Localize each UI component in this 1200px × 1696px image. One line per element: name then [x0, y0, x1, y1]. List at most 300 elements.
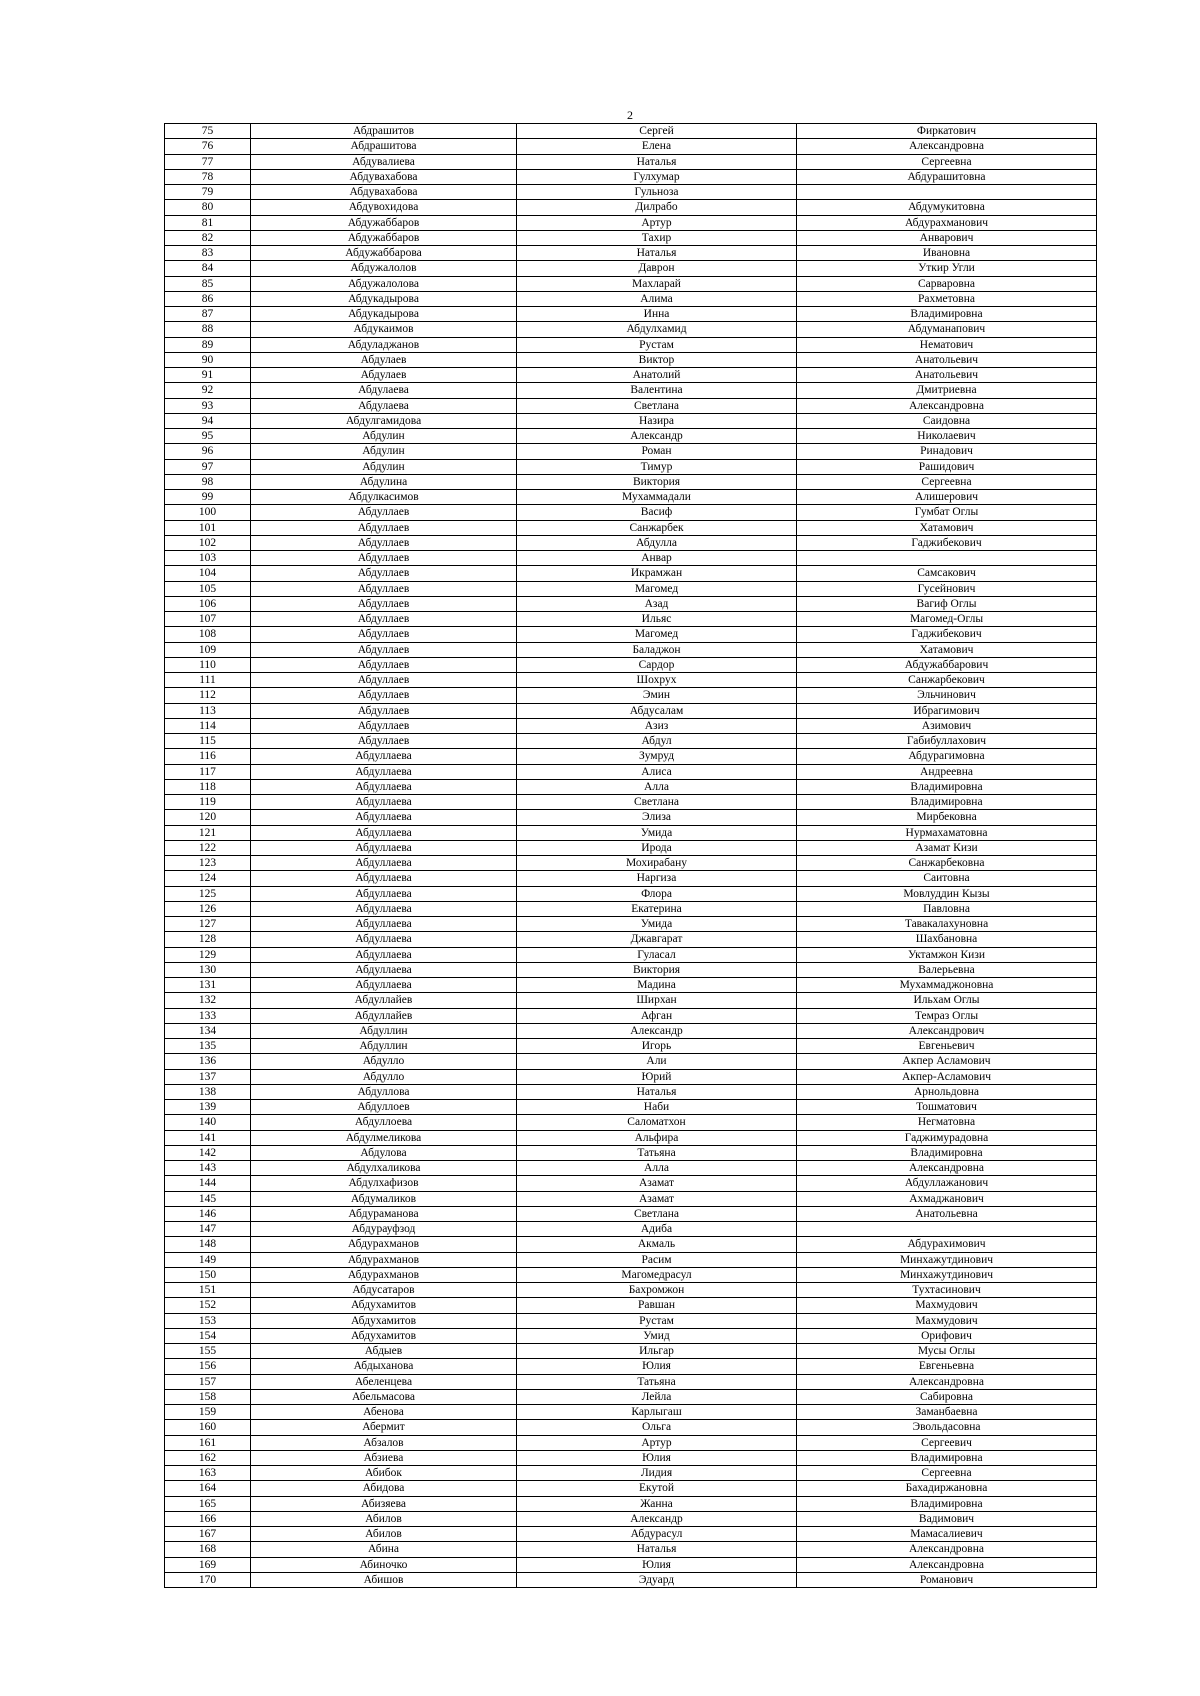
table-row — [165, 840, 1097, 855]
surname-cell: Абдуллаев — [251, 581, 517, 596]
patronymic-cell: Алишерович — [797, 490, 1097, 505]
table-row — [165, 1222, 1097, 1237]
row-number: 156 — [165, 1359, 251, 1374]
row-number: 153 — [165, 1313, 251, 1328]
patronymic-cell: Минхажутдинович — [797, 1252, 1097, 1267]
patronymic-cell: Гумбат Оглы — [797, 505, 1097, 520]
surname-cell: Абдуллаева — [251, 749, 517, 764]
patronymic-cell: Мусы Оглы — [797, 1344, 1097, 1359]
first-name-cell: Тимур — [517, 459, 797, 474]
table-row — [165, 1054, 1097, 1069]
first-name-cell: Азиз — [517, 718, 797, 733]
surname-cell: Абдуллаева — [251, 901, 517, 916]
table-row — [165, 1115, 1097, 1130]
row-number: 75 — [165, 124, 251, 139]
surname-cell: Абдурахманов — [251, 1237, 517, 1252]
first-name-cell: Ольга — [517, 1420, 797, 1435]
patronymic-cell: Абдурахманович — [797, 215, 1097, 230]
surname-cell: Абдуллайев — [251, 1008, 517, 1023]
table-row — [165, 1100, 1097, 1115]
patronymic-cell: Александровна — [797, 1542, 1097, 1557]
row-number: 99 — [165, 490, 251, 505]
table-row — [165, 1328, 1097, 1343]
first-name-cell: Мадина — [517, 978, 797, 993]
surname-cell: Абдужаббарова — [251, 246, 517, 261]
table-row — [165, 1069, 1097, 1084]
first-name-cell: Виктор — [517, 352, 797, 367]
roster-body — [165, 124, 1097, 1588]
patronymic-cell: Хатамович — [797, 520, 1097, 535]
row-number: 124 — [165, 871, 251, 886]
table-row — [165, 718, 1097, 733]
patronymic-cell: Ахмаджанович — [797, 1191, 1097, 1206]
surname-cell: Абдужалолов — [251, 261, 517, 276]
first-name-cell: Юрий — [517, 1069, 797, 1084]
surname-cell: Абдулгамидова — [251, 413, 517, 428]
patronymic-cell: Андреевна — [797, 764, 1097, 779]
table-row — [165, 1527, 1097, 1542]
patronymic-cell: Ильхам Оглы — [797, 993, 1097, 1008]
surname-cell: Абдувахабова — [251, 185, 517, 200]
first-name-cell: Тахир — [517, 230, 797, 245]
table-row — [165, 490, 1097, 505]
table-row — [165, 993, 1097, 1008]
row-number: 87 — [165, 307, 251, 322]
first-name-cell: Афган — [517, 1008, 797, 1023]
table-row — [165, 535, 1097, 550]
row-number: 96 — [165, 444, 251, 459]
table-row — [165, 749, 1097, 764]
table-row — [165, 901, 1097, 916]
surname-cell: Абдухамитов — [251, 1313, 517, 1328]
row-number: 93 — [165, 398, 251, 413]
table-row — [165, 307, 1097, 322]
row-number: 115 — [165, 734, 251, 749]
row-number: 123 — [165, 856, 251, 871]
table-row — [165, 1176, 1097, 1191]
row-number: 107 — [165, 612, 251, 627]
row-number: 101 — [165, 520, 251, 535]
table-row — [165, 246, 1097, 261]
patronymic-cell: Арнольдовна — [797, 1084, 1097, 1099]
surname-cell: Абдуллаев — [251, 673, 517, 688]
first-name-cell: Виктория — [517, 962, 797, 977]
surname-cell: Абдуллаева — [251, 856, 517, 871]
first-name-cell: Светлана — [517, 398, 797, 413]
table-row — [165, 230, 1097, 245]
surname-cell: Абдуллайев — [251, 993, 517, 1008]
table-row — [165, 322, 1097, 337]
row-number: 133 — [165, 1008, 251, 1023]
row-number: 160 — [165, 1420, 251, 1435]
patronymic-cell: Санжарбекович — [797, 673, 1097, 688]
patronymic-cell: Валерьевна — [797, 962, 1097, 977]
patronymic-cell: Владимировна — [797, 795, 1097, 810]
table-row — [165, 1435, 1097, 1450]
surname-cell: Абдулова — [251, 1145, 517, 1160]
patronymic-cell: Фиркатович — [797, 124, 1097, 139]
row-number: 143 — [165, 1161, 251, 1176]
patronymic-cell: Сергеевич — [797, 1435, 1097, 1450]
first-name-cell: Юлия — [517, 1450, 797, 1465]
first-name-cell: Абдул — [517, 734, 797, 749]
row-number: 168 — [165, 1542, 251, 1557]
surname-cell: Абдуллаев — [251, 520, 517, 535]
first-name-cell: Наби — [517, 1100, 797, 1115]
surname-cell: Абдуллаев — [251, 596, 517, 611]
table-row — [165, 978, 1097, 993]
table-row — [165, 1389, 1097, 1404]
row-number: 166 — [165, 1511, 251, 1526]
row-number: 77 — [165, 154, 251, 169]
patronymic-cell — [797, 551, 1097, 566]
row-number: 100 — [165, 505, 251, 520]
first-name-cell: Анвар — [517, 551, 797, 566]
table-row — [165, 139, 1097, 154]
table-row — [165, 1557, 1097, 1572]
patronymic-cell: Тухтасинович — [797, 1283, 1097, 1298]
first-name-cell: Алиса — [517, 764, 797, 779]
first-name-cell: Альфира — [517, 1130, 797, 1145]
surname-cell: Абизяева — [251, 1496, 517, 1511]
first-name-cell: Абдулхамид — [517, 322, 797, 337]
surname-cell: Абдыханова — [251, 1359, 517, 1374]
surname-cell: Абдулхафизов — [251, 1176, 517, 1191]
patronymic-cell: Эвольдасовна — [797, 1420, 1097, 1435]
first-name-cell: Дилрабо — [517, 200, 797, 215]
table-row — [165, 429, 1097, 444]
patronymic-cell: Негматовна — [797, 1115, 1097, 1130]
table-row — [165, 1298, 1097, 1313]
row-number: 102 — [165, 535, 251, 550]
surname-cell: Абишов — [251, 1572, 517, 1587]
first-name-cell: Магомед — [517, 581, 797, 596]
surname-cell: Абдуллаев — [251, 551, 517, 566]
surname-cell: Абдувахабова — [251, 169, 517, 184]
row-number: 126 — [165, 901, 251, 916]
table-row — [165, 688, 1097, 703]
surname-cell: Абдуллаев — [251, 627, 517, 642]
surname-cell: Абдухамитов — [251, 1328, 517, 1343]
surname-cell: Абдулло — [251, 1054, 517, 1069]
table-row — [165, 810, 1097, 825]
surname-cell: Абдулаев — [251, 368, 517, 383]
first-name-cell: Артур — [517, 215, 797, 230]
patronymic-cell: Абдуманапович — [797, 322, 1097, 337]
surname-cell: Абдуллаева — [251, 917, 517, 932]
row-number: 169 — [165, 1557, 251, 1572]
patronymic-cell: Вадимович — [797, 1511, 1097, 1526]
patronymic-cell: Абдуллажанович — [797, 1176, 1097, 1191]
first-name-cell: Бахромжон — [517, 1283, 797, 1298]
surname-cell: Абдрашитова — [251, 139, 517, 154]
patronymic-cell: Минхажутдинович — [797, 1267, 1097, 1282]
surname-cell: Абермит — [251, 1420, 517, 1435]
first-name-cell: Жанна — [517, 1496, 797, 1511]
row-number: 167 — [165, 1527, 251, 1542]
patronymic-cell: Сабировна — [797, 1389, 1097, 1404]
row-number: 112 — [165, 688, 251, 703]
surname-cell: Абдуллаев — [251, 734, 517, 749]
row-number: 78 — [165, 169, 251, 184]
first-name-cell: Абдурасул — [517, 1527, 797, 1542]
patronymic-cell: Уктамжон Кизи — [797, 947, 1097, 962]
first-name-cell: Адиба — [517, 1222, 797, 1237]
surname-cell: Абдурахманов — [251, 1267, 517, 1282]
surname-cell: Абдуллаев — [251, 612, 517, 627]
patronymic-cell: Махмудович — [797, 1313, 1097, 1328]
first-name-cell: Гуласал — [517, 947, 797, 962]
patronymic-cell: Саидовна — [797, 413, 1097, 428]
first-name-cell: Александр — [517, 1023, 797, 1038]
first-name-cell: Рустам — [517, 1313, 797, 1328]
surname-cell: Абдуллин — [251, 1039, 517, 1054]
patronymic-cell: Владимировна — [797, 1450, 1097, 1465]
row-number: 140 — [165, 1115, 251, 1130]
row-number: 135 — [165, 1039, 251, 1054]
patronymic-cell: Сергеевна — [797, 154, 1097, 169]
first-name-cell: Абдулла — [517, 535, 797, 550]
first-name-cell: Лидия — [517, 1466, 797, 1481]
surname-cell: Абдумаликов — [251, 1191, 517, 1206]
patronymic-cell: Владимировна — [797, 1145, 1097, 1160]
row-number: 127 — [165, 917, 251, 932]
surname-cell: Абдусатаров — [251, 1283, 517, 1298]
row-number: 128 — [165, 932, 251, 947]
patronymic-cell: Александровна — [797, 139, 1097, 154]
table-row — [165, 566, 1097, 581]
first-name-cell: Валентина — [517, 383, 797, 398]
first-name-cell: Магомедрасул — [517, 1267, 797, 1282]
surname-cell: Абдуллаева — [251, 978, 517, 993]
first-name-cell: Юлия — [517, 1359, 797, 1374]
patronymic-cell — [797, 1222, 1097, 1237]
patronymic-cell: Александровна — [797, 1557, 1097, 1572]
row-number: 163 — [165, 1466, 251, 1481]
patronymic-cell: Нурмахаматовна — [797, 825, 1097, 840]
row-number: 165 — [165, 1496, 251, 1511]
first-name-cell: Роман — [517, 444, 797, 459]
surname-cell: Абилов — [251, 1511, 517, 1526]
table-row — [165, 368, 1097, 383]
surname-cell: Абдужаббаров — [251, 230, 517, 245]
patronymic-cell: Махмудович — [797, 1298, 1097, 1313]
first-name-cell: Лейла — [517, 1389, 797, 1404]
patronymic-cell: Мухаммаджоновна — [797, 978, 1097, 993]
table-row — [165, 505, 1097, 520]
table-row — [165, 642, 1097, 657]
surname-cell: Абдуллаев — [251, 657, 517, 672]
first-name-cell: Артур — [517, 1435, 797, 1450]
patronymic-cell: Александровна — [797, 1161, 1097, 1176]
first-name-cell: Екутой — [517, 1481, 797, 1496]
patronymic-cell: Анатольевна — [797, 1206, 1097, 1221]
patronymic-cell: Вагиф Оглы — [797, 596, 1097, 611]
table-row — [165, 1237, 1097, 1252]
table-row — [165, 1481, 1097, 1496]
patronymic-cell: Анварович — [797, 230, 1097, 245]
first-name-cell: Али — [517, 1054, 797, 1069]
table-row — [165, 917, 1097, 932]
row-number: 120 — [165, 810, 251, 825]
table-row — [165, 459, 1097, 474]
first-name-cell: Ширхан — [517, 993, 797, 1008]
patronymic-cell: Сарваровна — [797, 276, 1097, 291]
row-number: 83 — [165, 246, 251, 261]
table-row — [165, 291, 1097, 306]
patronymic-cell: Азимович — [797, 718, 1097, 733]
table-row — [165, 444, 1097, 459]
first-name-cell: Абдусалам — [517, 703, 797, 718]
surname-cell: Абеленцева — [251, 1374, 517, 1389]
table-row — [165, 1511, 1097, 1526]
table-row — [165, 474, 1097, 489]
first-name-cell: Екатерина — [517, 901, 797, 916]
first-name-cell: Светлана — [517, 795, 797, 810]
surname-cell: Абдукадырова — [251, 291, 517, 306]
patronymic-cell: Евгеньевна — [797, 1359, 1097, 1374]
surname-cell: Абдуллаева — [251, 764, 517, 779]
patronymic-cell: Гаджимурадовна — [797, 1130, 1097, 1145]
first-name-cell: Ильяс — [517, 612, 797, 627]
surname-cell: Абдулхаликова — [251, 1161, 517, 1176]
table-row — [165, 1313, 1097, 1328]
surname-cell: Абдулкасимов — [251, 490, 517, 505]
first-name-cell: Умида — [517, 825, 797, 840]
surname-cell: Абдуллаева — [251, 947, 517, 962]
row-number: 103 — [165, 551, 251, 566]
surname-cell: Абдуллаев — [251, 642, 517, 657]
first-name-cell: Сергей — [517, 124, 797, 139]
patronymic-cell: Гусейнович — [797, 581, 1097, 596]
table-row — [165, 215, 1097, 230]
surname-cell: Абдуллаев — [251, 688, 517, 703]
table-row — [165, 871, 1097, 886]
row-number: 106 — [165, 596, 251, 611]
patronymic-cell: Анатольевич — [797, 352, 1097, 367]
row-number: 129 — [165, 947, 251, 962]
first-name-cell: Карлыгаш — [517, 1405, 797, 1420]
surname-cell: Абибок — [251, 1466, 517, 1481]
row-number: 152 — [165, 1298, 251, 1313]
patronymic-cell: Ивановна — [797, 246, 1097, 261]
row-number: 149 — [165, 1252, 251, 1267]
row-number: 105 — [165, 581, 251, 596]
page-number: 2 — [627, 108, 633, 122]
table-row — [165, 337, 1097, 352]
surname-cell: Абдухамитов — [251, 1298, 517, 1313]
surname-cell: Абдужаббаров — [251, 215, 517, 230]
first-name-cell: Виктория — [517, 474, 797, 489]
surname-cell: Абдуллаева — [251, 871, 517, 886]
surname-cell: Абдуллаева — [251, 825, 517, 840]
surname-cell: Абдуллаев — [251, 566, 517, 581]
patronymic-cell: Темраз Оглы — [797, 1008, 1097, 1023]
table-row — [165, 551, 1097, 566]
row-number: 88 — [165, 322, 251, 337]
first-name-cell: Александр — [517, 1511, 797, 1526]
patronymic-cell: Заманбаевна — [797, 1405, 1097, 1420]
first-name-cell: Игорь — [517, 1039, 797, 1054]
patronymic-cell: Александрович — [797, 1023, 1097, 1038]
patronymic-cell: Шахбановна — [797, 932, 1097, 947]
surname-cell: Абдуллаева — [251, 932, 517, 947]
table-row — [165, 1450, 1097, 1465]
patronymic-cell: Сергеевна — [797, 474, 1097, 489]
row-number: 136 — [165, 1054, 251, 1069]
first-name-cell: Мохирабану — [517, 856, 797, 871]
patronymic-cell: Мирбековна — [797, 810, 1097, 825]
row-number: 81 — [165, 215, 251, 230]
row-number: 90 — [165, 352, 251, 367]
patronymic-cell: Мамасалиевич — [797, 1527, 1097, 1542]
surname-cell: Абдулаев — [251, 352, 517, 367]
row-number: 161 — [165, 1435, 251, 1450]
table-row — [165, 383, 1097, 398]
patronymic-cell: Евгеньевич — [797, 1039, 1097, 1054]
table-row — [165, 398, 1097, 413]
surname-cell: Абдуллаев — [251, 703, 517, 718]
first-name-cell: Ирода — [517, 840, 797, 855]
patronymic-cell: Тошматович — [797, 1100, 1097, 1115]
surname-cell: Абзалов — [251, 1435, 517, 1450]
surname-cell: Абдулло — [251, 1069, 517, 1084]
patronymic-cell: Рашидович — [797, 459, 1097, 474]
surname-cell: Абдуллаева — [251, 795, 517, 810]
patronymic-cell: Ринадович — [797, 444, 1097, 459]
row-number: 142 — [165, 1145, 251, 1160]
surname-cell: Абдулин — [251, 429, 517, 444]
surname-cell: Абдужалолова — [251, 276, 517, 291]
table-row — [165, 154, 1097, 169]
surname-cell: Абдуллаев — [251, 505, 517, 520]
surname-cell: Абдулин — [251, 444, 517, 459]
row-number: 85 — [165, 276, 251, 291]
surname-cell: Абдувалиева — [251, 154, 517, 169]
table-row — [165, 169, 1097, 184]
row-number: 89 — [165, 337, 251, 352]
row-number: 132 — [165, 993, 251, 1008]
table-row — [165, 627, 1097, 642]
surname-cell: Абдураманова — [251, 1206, 517, 1221]
surname-cell: Абдуллоева — [251, 1115, 517, 1130]
patronymic-cell: Владимировна — [797, 779, 1097, 794]
table-row — [165, 1420, 1097, 1435]
row-number: 94 — [165, 413, 251, 428]
surname-cell: Абдуллаева — [251, 810, 517, 825]
first-name-cell: Татьяна — [517, 1374, 797, 1389]
first-name-cell: Элиза — [517, 810, 797, 825]
row-number: 76 — [165, 139, 251, 154]
table-row — [165, 962, 1097, 977]
table-row — [165, 657, 1097, 672]
table-row — [165, 1008, 1097, 1023]
row-number: 154 — [165, 1328, 251, 1343]
table-row — [165, 1191, 1097, 1206]
first-name-cell: Мухаммадали — [517, 490, 797, 505]
surname-cell: Абдувохидова — [251, 200, 517, 215]
row-number: 145 — [165, 1191, 251, 1206]
patronymic-cell: Мовлуддин Кызы — [797, 886, 1097, 901]
patronymic-cell: Абдурахимович — [797, 1237, 1097, 1252]
patronymic-cell: Абдужаббарович — [797, 657, 1097, 672]
table-row — [165, 1023, 1097, 1038]
surname-cell: Абдулаева — [251, 383, 517, 398]
surname-cell: Абилов — [251, 1527, 517, 1542]
first-name-cell: Алла — [517, 1161, 797, 1176]
row-number: 114 — [165, 718, 251, 733]
first-name-cell: Наталья — [517, 246, 797, 261]
